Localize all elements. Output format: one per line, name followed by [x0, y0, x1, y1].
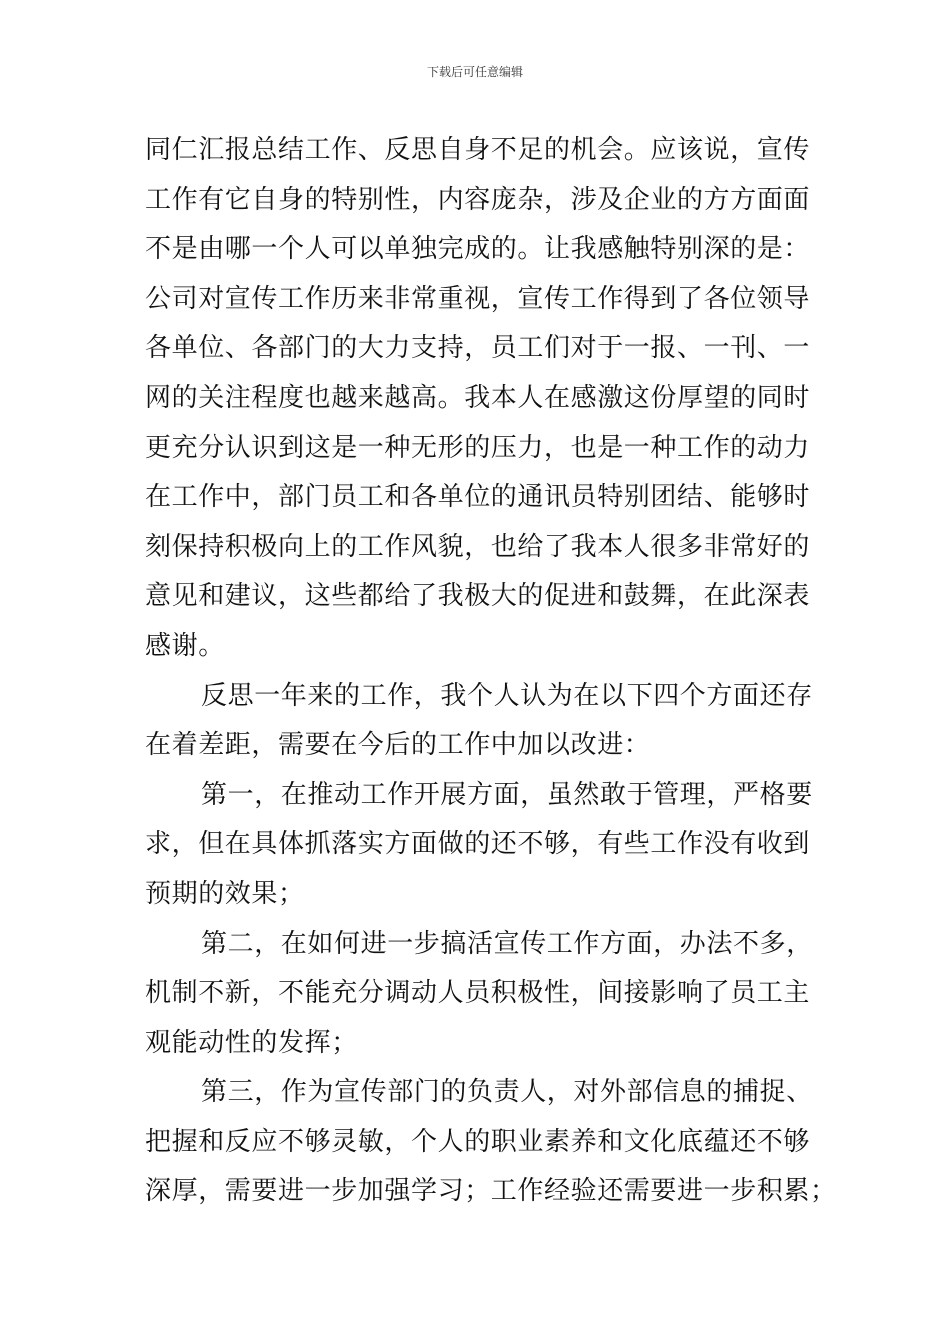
text-line: 机制不新，不能充分调动人员积极性，间接影响了员工主 — [145, 978, 811, 1009]
text-line: 在着差距，需要在今后的工作中加以改进： — [145, 730, 651, 761]
text-line: 不是由哪一个人可以单独完成的。让我感触特别深的是： — [145, 234, 811, 265]
text-line: 深厚，需要进一步加强学习；工作经验还需要进一步积累； — [145, 1176, 837, 1207]
text-line: 公司对宣传工作历来非常重视，宣传工作得到了各位领导 — [145, 283, 811, 314]
text-line: 求，但在具体抓落实方面做的还不够，有些工作没有收到 — [145, 829, 811, 860]
text-line: 更充分认识到这是一种无形的压力，也是一种工作的动力 — [145, 432, 811, 463]
text-line: 工作有它自身的特别性，内容庞杂，涉及企业的方方面面 — [145, 184, 811, 215]
paragraph-start-line: 反思一年来的工作，我个人认为在以下四个方面还存 — [201, 680, 813, 711]
text-line: 网的关注程度也越来越高。我本人在感激这份厚望的同时 — [145, 382, 811, 413]
text-line: 感谢。 — [145, 630, 225, 661]
text-line: 各单位、各部门的大力支持，员工们对于一报、一刊、一 — [145, 333, 811, 364]
paragraph-start-line: 第三，作为宣传部门的负责人，对外部信息的捕捉、 — [201, 1077, 813, 1108]
text-line: 预期的效果； — [145, 878, 305, 909]
text-line: 意见和建议，这些都给了我极大的促进和鼓舞，在此深表 — [145, 581, 811, 612]
paragraph-start-line: 第一，在推动工作开展方面，虽然敢于管理，严格要 — [201, 779, 813, 810]
page-header: 下载后可任意编辑 — [426, 65, 523, 79]
paragraph-start-line: 第二，在如何进一步搞活宣传工作方面，办法不多， — [201, 928, 813, 959]
text-line: 同仁汇报总结工作、反思自身不足的机会。应该说，宣传 — [145, 135, 811, 165]
text-line: 把握和反应不够灵敏，个人的职业素养和文化底蕴还不够 — [145, 1126, 811, 1157]
document-body — [145, 126, 837, 1217]
text-line: 观能动性的发挥； — [145, 1027, 358, 1058]
text-line: 刻保持积极向上的工作风貌，也给了我本人很多非常好的 — [145, 531, 811, 562]
text-line: 在工作中，部门员工和各单位的通讯员特别团结、能够时 — [145, 482, 811, 513]
